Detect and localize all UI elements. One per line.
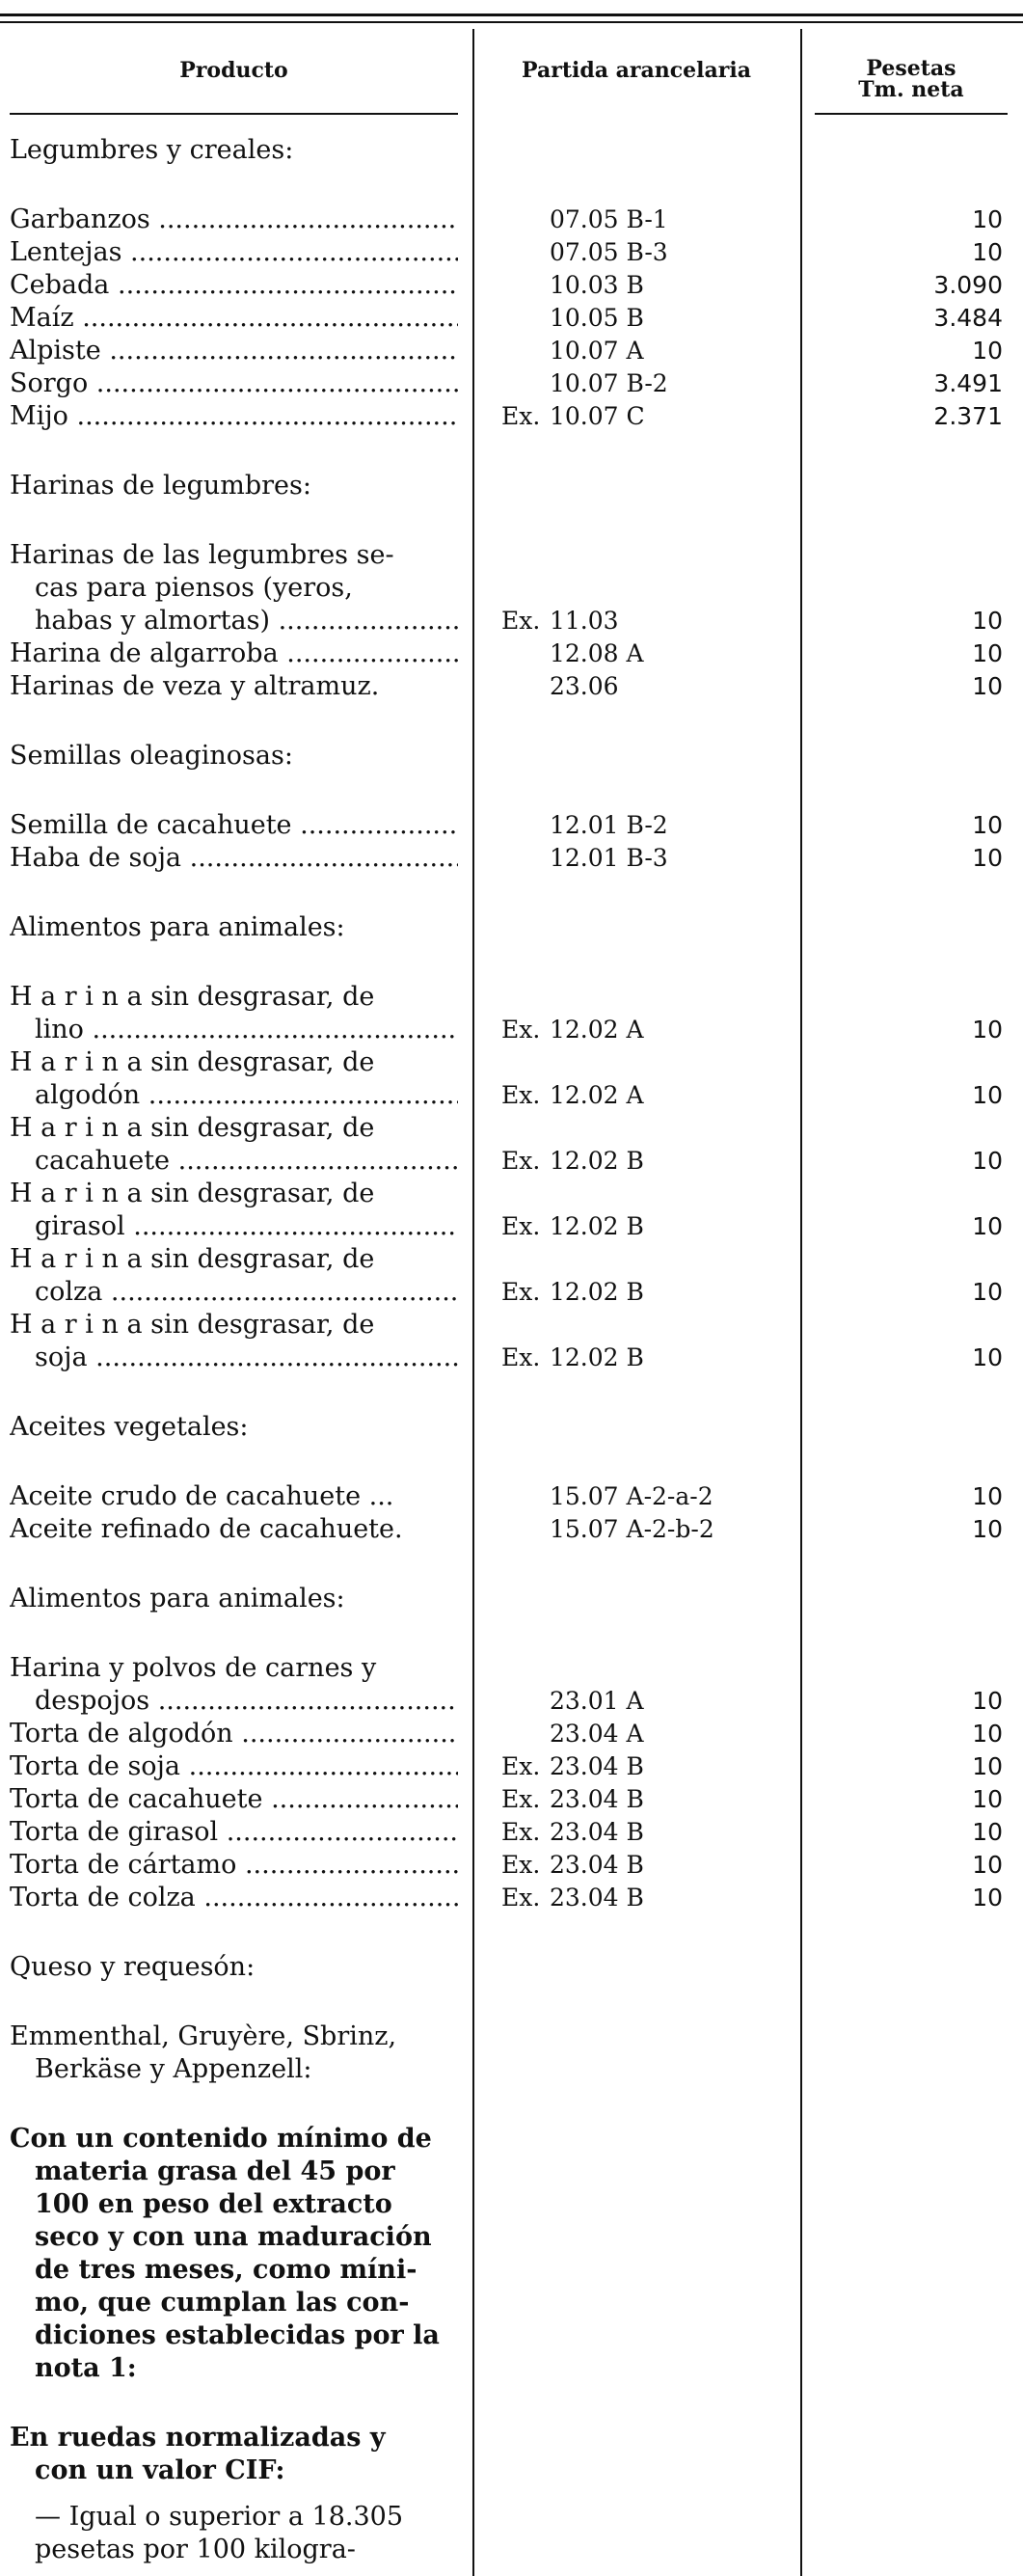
header-producto: Producto (179, 58, 288, 83)
tariff-code (501, 842, 791, 875)
table-row (0, 1243, 1023, 1276)
table-row (0, 400, 1023, 433)
table-row (0, 981, 1023, 1014)
pesetas-value: 10 (972, 1482, 1003, 1510)
product-name: Semilla de cacahuete ..... (10, 809, 458, 842)
section-title: Semillas oleaginosas: (10, 741, 293, 771)
ex-prefix: Ex. (501, 1818, 541, 1846)
product-name: Torta de algodón ..... (10, 1718, 458, 1750)
tariff-number: 10.05 B (550, 304, 644, 332)
pesetas-value: 10 (972, 337, 1003, 365)
table-row (0, 637, 1023, 670)
table-row (0, 2020, 1023, 2053)
table-row (0, 1342, 1023, 1374)
pesetas-value: 10 (972, 844, 1003, 872)
section-heading (0, 470, 1023, 502)
tariff-number: 23.04 B (550, 1884, 644, 1912)
product-name: En ruedas normalizadas y (10, 2423, 386, 2453)
product-name: Torta de cacahuete ..... (10, 1783, 458, 1816)
table-row (0, 2123, 1023, 2156)
product-name: Harinas de las legumbres se- (10, 540, 394, 570)
product-name: materia grasa del 45 por (35, 2156, 395, 2186)
ex-prefix: Ex. (501, 402, 541, 430)
tariff-code (501, 1513, 791, 1546)
section-title: Alimentos para animales: (10, 1584, 345, 1613)
table-row (0, 2534, 1023, 2566)
pesetas-value: 10 (972, 1884, 1003, 1912)
product-name: H a r i n a sin desgrasar, de (10, 1047, 375, 1077)
section-title: Queso y requesón: (10, 1952, 256, 1982)
table-row (0, 2454, 1023, 2487)
product-name: lino ..... (10, 1014, 458, 1046)
table-row (0, 605, 1023, 637)
table-row (0, 1513, 1023, 1546)
product-name: habas y almortas) ..... (10, 605, 458, 637)
ex-prefix: Ex. (501, 1147, 541, 1175)
tariff-code (501, 335, 791, 367)
table-row (0, 1783, 1023, 1816)
ex-prefix: Ex. (501, 1884, 541, 1912)
table-row (0, 539, 1023, 572)
product-name: Harinas de veza y altramuz. (10, 671, 380, 701)
table-row (0, 809, 1023, 842)
tariff-number: 12.02 B (550, 1147, 644, 1175)
tariff-number: 23.06 (550, 672, 619, 700)
header-rule-right (815, 113, 1008, 115)
product-name: H a r i n a sin desgrasar, de (10, 1179, 375, 1208)
pesetas-value: 10 (972, 1720, 1003, 1748)
table-row (0, 1718, 1023, 1750)
table-row (0, 2156, 1023, 2188)
table-row (0, 572, 1023, 605)
tariff-number: 11.03 (550, 607, 619, 635)
tariff-code (501, 1750, 791, 1783)
product-name: Aceite refinado de cacahuete. (10, 1514, 403, 1544)
product-name: Lentejas ..... (10, 236, 458, 269)
product-name: Torta de cártamo ..... (10, 1849, 458, 1882)
product-name: Haba de soja ..... (10, 842, 458, 875)
table-row (0, 1112, 1023, 1145)
tariff-code (501, 1849, 791, 1882)
ex-prefix: Ex. (501, 1851, 541, 1879)
table-row (0, 236, 1023, 269)
product-name: Harina y polvos de carnes y (10, 1653, 377, 1683)
product-name: Berkäse y Appenzell: (35, 2054, 312, 2084)
tariff-code (501, 1276, 791, 1309)
tariff-code (501, 203, 791, 236)
product-name: girasol ..... (10, 1210, 458, 1243)
tariff-code (501, 400, 791, 433)
tariff-number: 12.02 A (550, 1016, 644, 1044)
ex-prefix: Ex. (501, 1016, 541, 1044)
product-name: H a r i n a sin desgrasar, de (10, 1244, 375, 1274)
ex-prefix: Ex. (501, 1785, 541, 1813)
product-name: nota 1: (35, 2353, 137, 2383)
tariff-number: 23.04 B (550, 1752, 644, 1780)
header-tm-neta: Tm. neta (858, 77, 964, 102)
tariff-number: 23.04 B (550, 1785, 644, 1813)
product-name: despojos ..... (10, 1685, 458, 1718)
product-name: H a r i n a sin desgrasar, de (10, 1310, 375, 1340)
table-row (0, 2188, 1023, 2221)
tariff-code (501, 670, 791, 703)
pesetas-value: 10 (972, 1687, 1003, 1715)
top-rule-thick (0, 14, 1023, 16)
table-row (0, 2287, 1023, 2319)
table-row (0, 1309, 1023, 1342)
pesetas-value: 2.371 (933, 402, 1003, 430)
tariff-code (501, 1480, 791, 1513)
tariff-code (501, 1014, 791, 1046)
product-name: colza ..... (10, 1276, 458, 1309)
table-row (0, 1882, 1023, 1914)
product-name: Garbanzos ..... (10, 203, 458, 236)
pesetas-value: 10 (972, 1081, 1003, 1109)
pesetas-value: 10 (972, 1752, 1003, 1780)
product-name: Torta de colza ..... (10, 1882, 458, 1914)
pesetas-value: 10 (972, 1785, 1003, 1813)
table-row (0, 1276, 1023, 1309)
product-name: cas para piensos (yeros, (35, 573, 353, 603)
tariff-code (501, 1882, 791, 1914)
pesetas-value: 10 (972, 1016, 1003, 1044)
table-row (0, 1079, 1023, 1112)
table-row (0, 2053, 1023, 2086)
tariff-number: 23.01 A (550, 1687, 644, 1715)
product-name: Torta de soja ..... (10, 1750, 458, 1783)
table-row (0, 1652, 1023, 1685)
product-name: diciones establecidas por la (35, 2320, 440, 2350)
tariff-number: 12.01 B-3 (550, 844, 668, 872)
pesetas-value: 10 (972, 1278, 1003, 1306)
section-title: Harinas de legumbres: (10, 471, 311, 501)
table-row (0, 1480, 1023, 1513)
tariff-code (501, 1342, 791, 1374)
ex-prefix: Ex. (501, 1278, 541, 1306)
product-name: Emmenthal, Gruyère, Sbrinz, (10, 2021, 397, 2051)
section-title: Legumbres y creales: (10, 135, 294, 165)
tariff-code (501, 605, 791, 637)
product-name: Alpiste ..... (10, 335, 458, 367)
table-row (0, 1046, 1023, 1079)
ex-prefix: Ex. (501, 1081, 541, 1109)
tariff-number: 10.07 A (550, 337, 644, 365)
tariff-code (501, 1685, 791, 1718)
table-row (0, 1685, 1023, 1718)
tariff-number: 23.04 B (550, 1818, 644, 1846)
table-row (0, 2422, 1023, 2454)
table-row (0, 2254, 1023, 2287)
pesetas-value: 3.484 (933, 304, 1003, 332)
product-name: seco y con una maduración (35, 2222, 432, 2252)
product-name: — Igual o superior a 18.305 (35, 2502, 404, 2532)
product-name: Sorgo ..... (10, 367, 458, 400)
table-row (0, 335, 1023, 367)
pesetas-value: 10 (972, 811, 1003, 839)
product-name: Aceite crudo de cacahuete ... (10, 1481, 394, 1511)
section-heading (0, 911, 1023, 944)
product-name: Harina de algarroba ..... (10, 637, 458, 670)
tariff-number: 12.08 A (550, 639, 644, 667)
product-name: cacahuete ..... (10, 1145, 458, 1178)
tariff-number: 15.07 A-2-b-2 (550, 1515, 714, 1543)
tariff-number: 12.02 B (550, 1278, 644, 1306)
section-title: Alimentos para animales: (10, 912, 345, 942)
table-row (0, 2319, 1023, 2352)
table-row (0, 2352, 1023, 2385)
table-row (0, 203, 1023, 236)
section-heading (0, 740, 1023, 773)
product-name: H a r i n a sin desgrasar, de (10, 982, 375, 1012)
product-name: Con un contenido mínimo de (10, 2124, 432, 2154)
product-name: soja ..... (10, 1342, 458, 1374)
product-name: Mijo ..... (10, 400, 458, 433)
table-row (0, 842, 1023, 875)
section-heading (0, 134, 1023, 167)
pesetas-value: 3.491 (933, 369, 1003, 397)
table-row (0, 1210, 1023, 1243)
tariff-number: 12.02 A (550, 1081, 644, 1109)
tariff-code (501, 302, 791, 335)
tariff-code (501, 1718, 791, 1750)
table-row (0, 367, 1023, 400)
pesetas-value: 10 (972, 639, 1003, 667)
tariff-number: 12.01 B-2 (550, 811, 668, 839)
product-name: con un valor CIF: (35, 2455, 285, 2485)
table-row (0, 1014, 1023, 1046)
product-name: 100 en peso del extracto (35, 2189, 392, 2219)
ex-prefix: Ex. (501, 607, 541, 635)
tariff-number: 07.05 B-3 (550, 238, 668, 266)
header-partida: Partida arancelaria (522, 58, 751, 83)
tariff-number: 12.02 B (550, 1212, 644, 1240)
product-name: Torta de girasol ..... (10, 1816, 458, 1849)
section-title: Aceites vegetales: (10, 1412, 249, 1442)
product-name: de tres meses, como míni- (35, 2255, 417, 2285)
tariff-code (501, 809, 791, 842)
section-heading (0, 1951, 1023, 1984)
pesetas-value: 10 (972, 672, 1003, 700)
table-row (0, 1816, 1023, 1849)
product-name: H a r i n a sin desgrasar, de (10, 1113, 375, 1143)
tariff-number: 07.05 B-1 (550, 205, 668, 233)
table-row (0, 1750, 1023, 1783)
table-row (0, 302, 1023, 335)
tariff-code (501, 367, 791, 400)
pesetas-value: 10 (972, 1818, 1003, 1846)
tariff-code (501, 1210, 791, 1243)
product-name: Maíz ..... (10, 302, 458, 335)
section-heading (0, 1583, 1023, 1615)
tariff-code (501, 236, 791, 269)
table-row (0, 2221, 1023, 2254)
table-row (0, 1178, 1023, 1210)
table-row (0, 1849, 1023, 1882)
pesetas-value: 10 (972, 205, 1003, 233)
tariff-number: 10.03 B (550, 271, 644, 299)
tariff-code (501, 637, 791, 670)
ex-prefix: Ex. (501, 1343, 541, 1371)
tariff-number: 10.07 C (550, 402, 645, 430)
pesetas-value: 10 (972, 1515, 1003, 1543)
header-pesetas: Pesetas (866, 56, 956, 81)
top-rule-thin (0, 21, 1023, 23)
pesetas-value: 10 (972, 1343, 1003, 1371)
tariff-number: 23.04 A (550, 1720, 644, 1748)
tariff-number: 10.07 B-2 (550, 369, 668, 397)
tariff-number: 23.04 B (550, 1851, 644, 1879)
pesetas-value: 10 (972, 1851, 1003, 1879)
pesetas-value: 10 (972, 1212, 1003, 1240)
tariff-number: 12.02 B (550, 1343, 644, 1371)
tariff-number: 15.07 A-2-a-2 (550, 1482, 713, 1510)
table-row (0, 269, 1023, 302)
pesetas-value: 10 (972, 1147, 1003, 1175)
tariff-code (501, 1145, 791, 1178)
pesetas-value: 10 (972, 607, 1003, 635)
pesetas-value: 3.090 (933, 271, 1003, 299)
ex-prefix: Ex. (501, 1752, 541, 1780)
section-heading (0, 1411, 1023, 1444)
ex-prefix: Ex. (501, 1212, 541, 1240)
tariff-code (501, 1079, 791, 1112)
table-row (0, 2501, 1023, 2534)
tariff-code (501, 269, 791, 302)
product-name: mo, que cumplan las con- (35, 2288, 410, 2318)
pesetas-value: 10 (972, 238, 1003, 266)
product-name: Cebada ..... (10, 269, 458, 302)
tariff-code (501, 1816, 791, 1849)
tariff-code (501, 1783, 791, 1816)
product-name: algodón ..... (10, 1079, 458, 1112)
product-name: pesetas por 100 kilogra- (35, 2535, 356, 2564)
header-rule-left (10, 113, 458, 115)
table-row (0, 670, 1023, 703)
table-row (0, 1145, 1023, 1178)
